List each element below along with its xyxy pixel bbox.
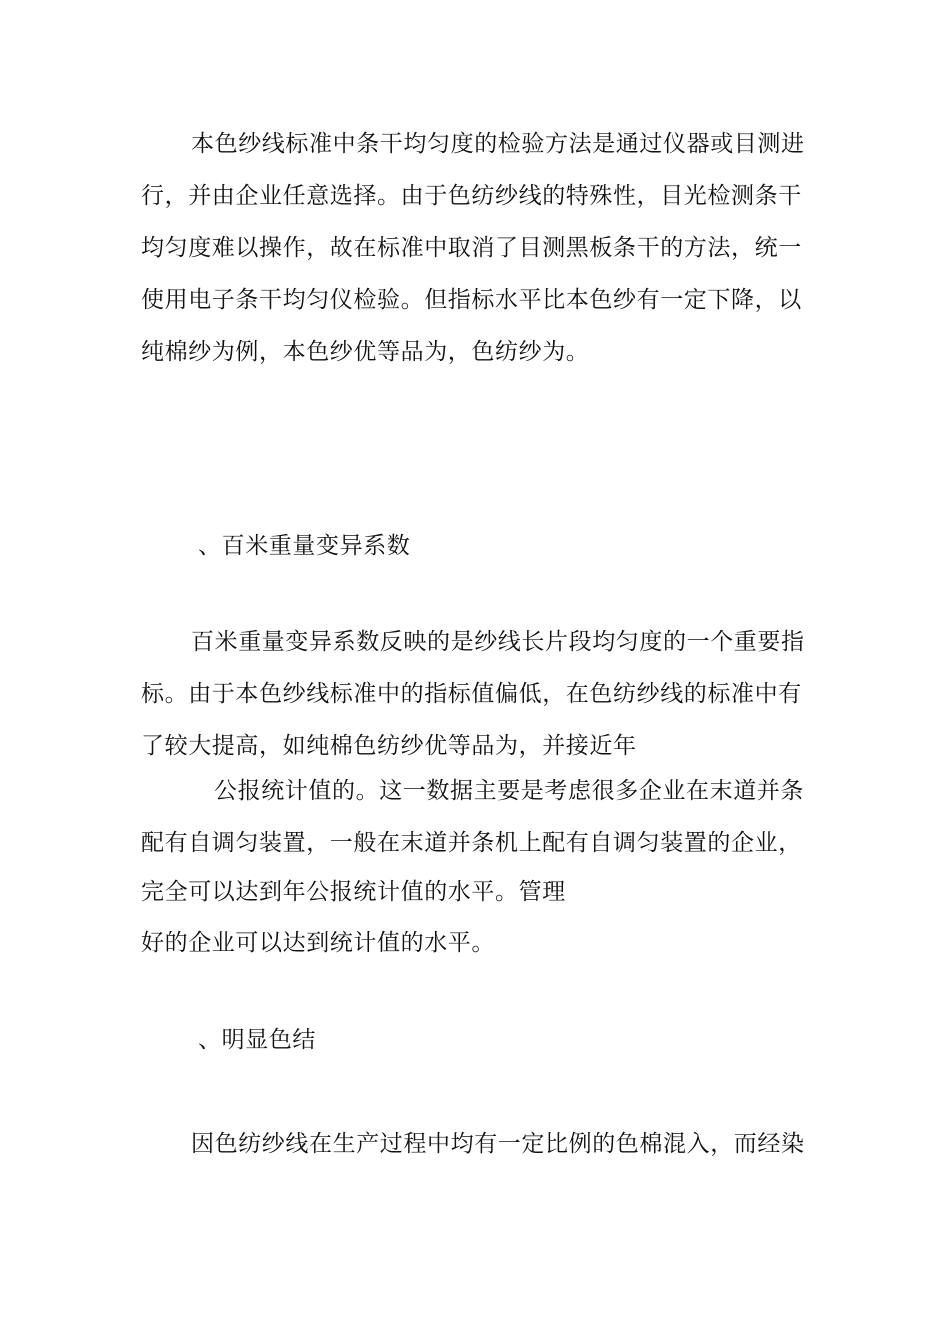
paragraph-1-line-4: 使用电子条干均匀仪检验。但指标水平比本色纱有一定下降，以	[141, 287, 802, 313]
paragraph-2-line-4: 公报统计值的。这一数据主要是考虑很多企业在末道并条	[214, 778, 804, 804]
paragraph-1-line-3: 均匀度难以操作，故在标准中取消了目测黑板条干的方法，统一	[141, 235, 802, 261]
section-heading-color-knots: 、明显色结	[198, 1027, 316, 1053]
paragraph-2-line-2: 标。由于本色纱线标准中的指标值偏低，在色纺纱线的标准中有	[141, 681, 802, 707]
paragraph-2-line-6: 完全可以达到年公报统计值的水平。管理	[141, 879, 566, 905]
paragraph-2-line-5: 配有自调匀装置，一般在末道并条机上配有自调匀装置的企业，	[141, 830, 802, 856]
paragraph-1-line-5: 纯棉纱为例，本色纱优等品为，色纺纱为。	[141, 339, 590, 365]
paragraph-1-line-2: 行，并由企业任意选择。由于色纺纱线的特殊性，目光检测条干	[141, 183, 802, 209]
paragraph-3-line-1: 因色纺纱线在生产过程中均有一定比例的色棉混入，而经染	[191, 1131, 805, 1157]
paragraph-2-line-3: 了较大提高，如纯棉色纺纱优等品为，并接近年	[141, 733, 637, 759]
paragraph-2-line-7: 好的企业可以达到统计值的水平。	[141, 930, 495, 956]
paragraph-2-line-1: 百米重量变异系数反映的是纱线长片段均匀度的一个重要指	[191, 629, 805, 655]
section-heading-cv: 、百米重量变异系数	[198, 533, 411, 559]
paragraph-1-line-1: 本色纱线标准中条干均匀度的检验方法是通过仪器或目测进	[191, 131, 805, 157]
